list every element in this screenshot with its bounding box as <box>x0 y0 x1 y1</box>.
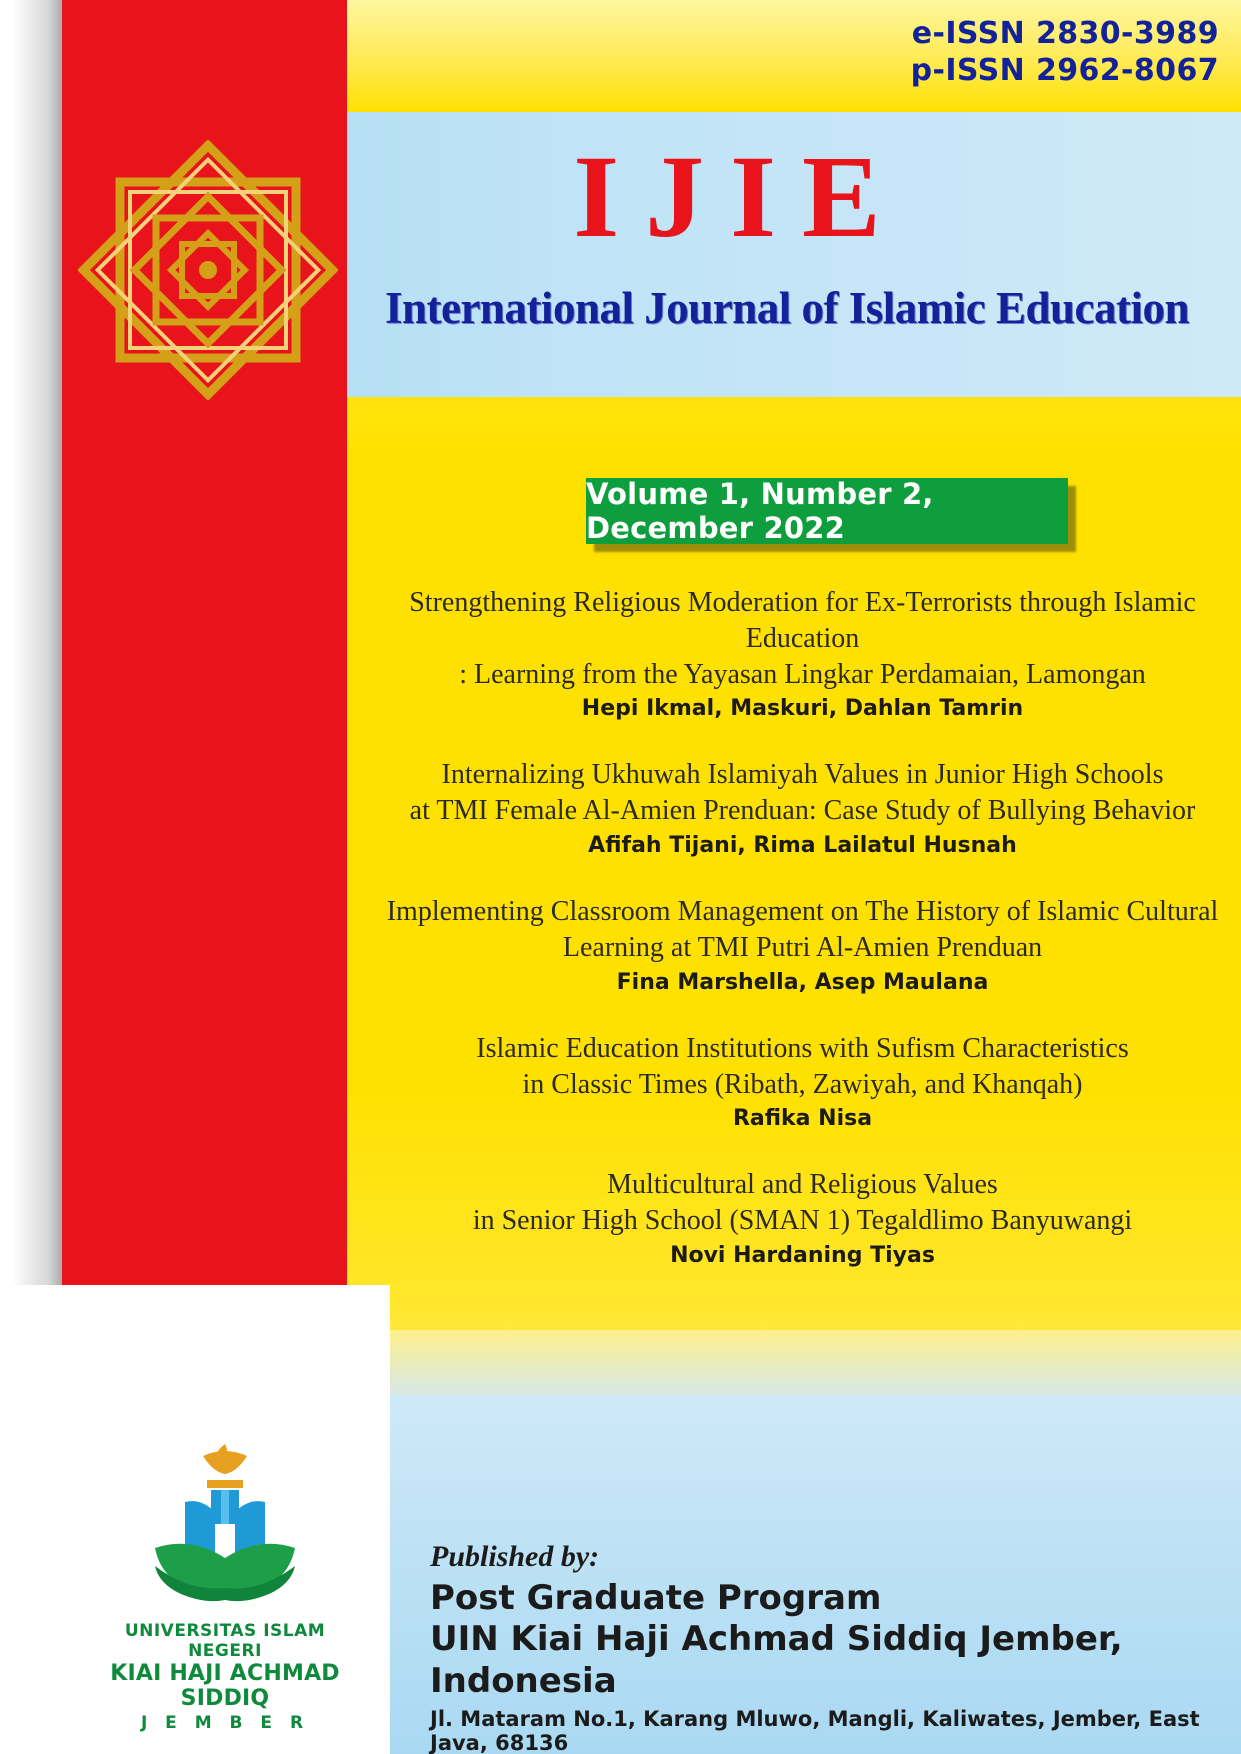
publisher-block <box>430 1540 1220 1754</box>
article-title-line1: Strengthening Religious Moderation for Ex-Terrorists through Islamic Education <box>409 587 1196 654</box>
article-title-line2: Learning at TMI Putri Al-Amien Prenduan <box>562 931 1043 963</box>
article-title-line1: Multicultural and Religious Values <box>607 1169 998 1201</box>
article-authors: Fina Marshella, Asep Maulana <box>616 969 989 995</box>
article-title-line2: : Learning from the Yayasan Lingkar Perdamaian, Lamongan <box>459 658 1146 690</box>
article-authors: Hepi Ikmal, Maskuri, Dahlan Tamrin <box>581 696 1024 722</box>
university-logo-line2: KIAI HAJI ACHMAD SIDDIQ <box>110 1661 340 1711</box>
article-item <box>380 757 1225 858</box>
university-logo-line3: J E M B E R <box>140 1713 310 1733</box>
article-title-line1: Internalizing Ukhuwah Islamiyah Values in Junior High Schools <box>441 759 1164 791</box>
article-authors: Novi Hardaning Tiyas <box>670 1243 935 1269</box>
article-list <box>380 585 1225 1304</box>
article-authors: Afifah Tijani, Rima Lailatul Husnah <box>588 833 1017 859</box>
red-band-shadow <box>12 0 64 1290</box>
article-item <box>380 1167 1225 1268</box>
published-by-label: Published by: <box>430 1540 600 1573</box>
islamic-star-ornament-icon <box>78 140 338 400</box>
article-title-line2: in Classic Times (Ribath, Zawiyah, and Khanqah) <box>522 1068 1083 1100</box>
university-logo <box>90 1440 360 1733</box>
article-item <box>380 585 1225 721</box>
publisher-line1: Post Graduate Program <box>430 1578 882 1618</box>
article-title-line2: in Senior High School (SMAN 1) Tegaldlimo Banyuwangi <box>472 1205 1133 1237</box>
journal-full-title: International Journal of Islamic Education <box>384 283 1190 333</box>
volume-badge-wrap <box>586 478 1068 544</box>
publisher-line2: UIN Kiai Haji Achmad Siddiq Jember, Indonesia <box>430 1619 1123 1701</box>
article-authors: Rafika Nisa <box>732 1106 873 1132</box>
article-title-line2: at TMI Female Al-Amien Prenduan: Case Study of Bullying Behavior <box>409 795 1196 827</box>
publisher-address: Jl. Mataram No.1, Karang Mluwo, Mangli, Kaliwates, Jember, East Java, 68136 <box>430 1707 1200 1754</box>
issn-block <box>911 16 1219 89</box>
volume-badge: Volume 1, Number 2, December 2022 <box>586 478 1068 544</box>
university-emblem-icon <box>125 1440 325 1615</box>
article-item <box>380 1031 1225 1132</box>
article-item <box>380 894 1225 995</box>
article-title-line1: Islamic Education Institutions with Sufism Characteristics <box>476 1032 1129 1064</box>
p-issn-text: p-ISSN 2962-8067 <box>910 52 1219 88</box>
university-logo-line1: UNIVERSITAS ISLAM NEGERI <box>124 1621 326 1661</box>
e-issn-text: e-ISSN 2830-3989 <box>911 16 1219 51</box>
journal-acronym: IJIE <box>573 131 907 262</box>
article-title-line1: Implementing Classroom Management on The History of Islamic Cultural <box>386 896 1219 928</box>
